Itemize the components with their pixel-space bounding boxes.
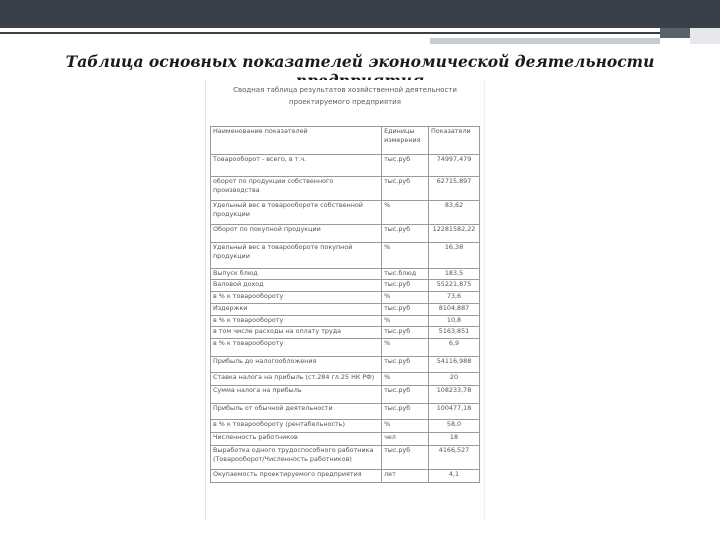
- unit-cell: тыс.блюд: [382, 269, 429, 280]
- slide-accent-line: [0, 32, 720, 34]
- table-row: [211, 304, 480, 316]
- indicator-name-cell: Оборот по покупной продукции: [211, 225, 382, 243]
- column-header: Наименование показателей: [211, 127, 382, 155]
- value-cell: 108233,78: [429, 386, 480, 404]
- indicators-table: [210, 126, 480, 483]
- unit-cell: тыс.руб: [382, 177, 429, 201]
- unit-cell: %: [382, 316, 429, 327]
- table-row: [211, 201, 480, 225]
- value-cell: 12281582,22: [429, 225, 480, 243]
- table-row: [211, 316, 480, 327]
- document-heading: [206, 80, 484, 108]
- table-row: [211, 357, 480, 373]
- column-header: Единицы измерения: [382, 127, 429, 155]
- table-row: [211, 404, 480, 420]
- table-row: [211, 243, 480, 269]
- value-cell: 73,6: [429, 292, 480, 304]
- value-cell: 83,62: [429, 201, 480, 225]
- unit-cell: тыс.руб: [382, 155, 429, 177]
- slide-accent-block: [660, 28, 690, 38]
- unit-cell: %: [382, 420, 429, 433]
- table-row: [211, 373, 480, 386]
- slide-top-bar: [0, 0, 720, 28]
- page-title: Таблица основных показателей экономической деятельности: [65, 52, 655, 71]
- indicator-name-cell: Валовой доход: [211, 280, 382, 292]
- table-row: [211, 280, 480, 292]
- unit-cell: тыс.руб: [382, 327, 429, 339]
- slide-accent-stripe: [430, 38, 660, 44]
- indicator-name-cell: в % к товарообороту: [211, 316, 382, 327]
- value-cell: 4,1: [429, 470, 480, 483]
- unit-cell: тыс.руб: [382, 304, 429, 316]
- document-heading-line-1: Сводная таблица результатов хозяйственной деятельности: [233, 86, 457, 94]
- value-cell: 20: [429, 373, 480, 386]
- unit-cell: тыс.руб: [382, 225, 429, 243]
- table-row: [211, 225, 480, 243]
- value-cell: 74997,479: [429, 155, 480, 177]
- indicator-name-cell: Численность работников: [211, 433, 382, 446]
- indicator-name-cell: в % к товарообороту (рентабельность): [211, 420, 382, 433]
- value-cell: 58,0: [429, 420, 480, 433]
- value-cell: 18: [429, 433, 480, 446]
- table-row: [211, 327, 480, 339]
- indicator-name-cell: Окупаемость проектируемого предприятия: [211, 470, 382, 483]
- indicator-name-cell: Выпуск блюд: [211, 269, 382, 280]
- table-row: [211, 292, 480, 304]
- unit-cell: %: [382, 201, 429, 225]
- column-header: Показатели: [429, 127, 480, 155]
- value-cell: 5163,851: [429, 327, 480, 339]
- value-cell: 10,8: [429, 316, 480, 327]
- value-cell: 183,5: [429, 269, 480, 280]
- table-row: [211, 177, 480, 201]
- unit-cell: тыс.руб: [382, 404, 429, 420]
- indicator-name-cell: оборот по продукции собственного производства: [211, 177, 382, 201]
- value-cell: 6,9: [429, 339, 480, 357]
- indicator-name-cell: Удельный вес в товарообороте покупной продукции: [211, 243, 382, 269]
- unit-cell: %: [382, 292, 429, 304]
- unit-cell: чел: [382, 433, 429, 446]
- table-row: [211, 339, 480, 357]
- value-cell: 62715,897: [429, 177, 480, 201]
- unit-cell: тыс.руб: [382, 357, 429, 373]
- value-cell: 100477,18: [429, 404, 480, 420]
- table-body: [211, 155, 480, 483]
- indicator-name-cell: Выработка одного трудоспособного работника (Товарооборот/Численность работников): [211, 446, 382, 470]
- indicator-name-cell: Сумма налога на прибыль: [211, 386, 382, 404]
- unit-cell: тыс.руб: [382, 446, 429, 470]
- table-row: [211, 269, 480, 280]
- table-header-row: [211, 127, 480, 155]
- indicator-name-cell: Издержки: [211, 304, 382, 316]
- slide-accent-corner: [690, 28, 720, 44]
- value-cell: 4166,527: [429, 446, 480, 470]
- value-cell: 8104,887: [429, 304, 480, 316]
- table-row: [211, 420, 480, 433]
- unit-cell: тыс.руб: [382, 386, 429, 404]
- indicator-name-cell: Прибыль от обычной деятельности: [211, 404, 382, 420]
- unit-cell: %: [382, 373, 429, 386]
- indicator-name-cell: Товарооборот - всего, в т.ч.: [211, 155, 382, 177]
- scanned-document: [205, 80, 485, 520]
- unit-cell: %: [382, 243, 429, 269]
- indicator-name-cell: в % к товарообороту: [211, 292, 382, 304]
- table-row: [211, 446, 480, 470]
- unit-cell: тыс.руб: [382, 280, 429, 292]
- unit-cell: лет: [382, 470, 429, 483]
- unit-cell: %: [382, 339, 429, 357]
- indicator-name-cell: в том числе расходы на оплату труда: [211, 327, 382, 339]
- value-cell: 16,38: [429, 243, 480, 269]
- value-cell: 54116,988: [429, 357, 480, 373]
- table-row: [211, 155, 480, 177]
- table-row: [211, 470, 480, 483]
- table-row: [211, 386, 480, 404]
- indicator-name-cell: Ставка налога на прибыль (ст.284 гл.25 НК РФ): [211, 373, 382, 386]
- document-heading-line-2: проектируемого предприятия: [289, 98, 401, 106]
- value-cell: 55221,875: [429, 280, 480, 292]
- indicator-name-cell: Удельный вес в товарообороте собственной продукции: [211, 201, 382, 225]
- table-row: [211, 433, 480, 446]
- indicator-name-cell: Прибыль до налогообложения: [211, 357, 382, 373]
- indicator-name-cell: в % к товарообороту: [211, 339, 382, 357]
